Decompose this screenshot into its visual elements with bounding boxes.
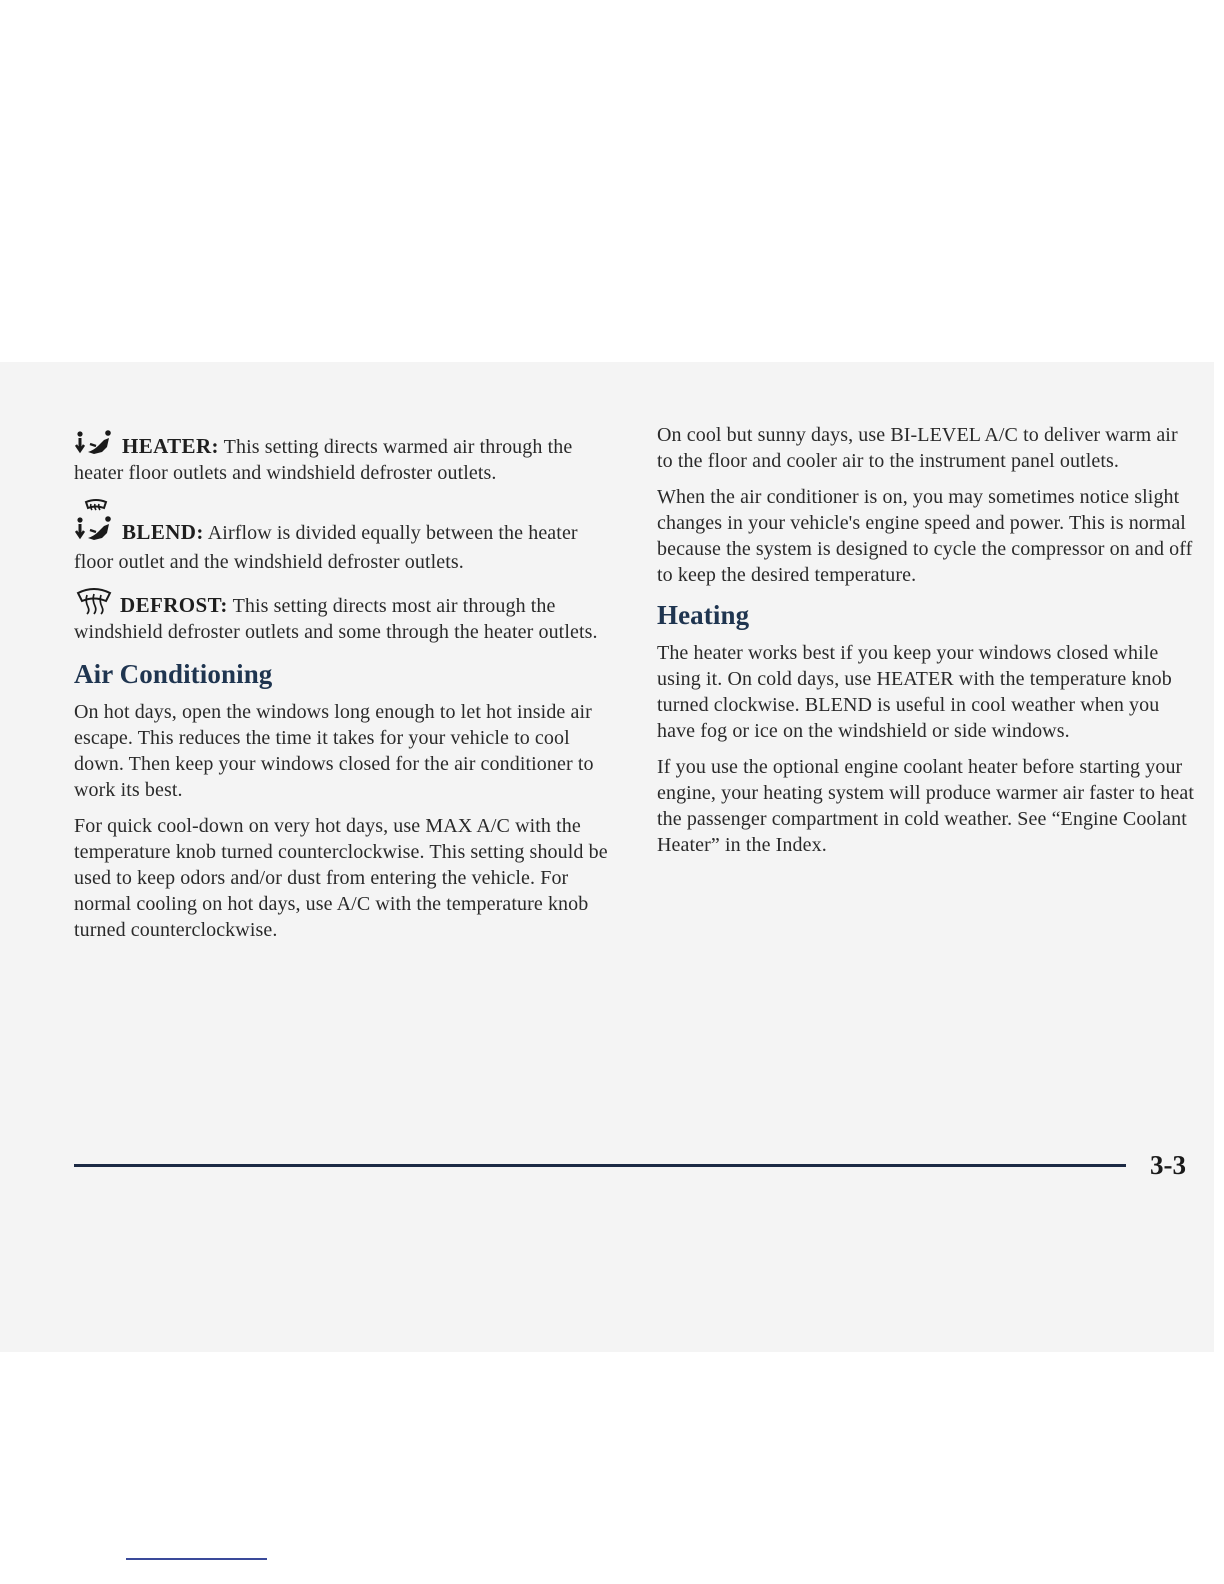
heating-paragraph-1: The heater works best if you keep your windows closed while using it. On cold days, use HEATER with the temperature knob turned clockwise. BLEND is useful in cool weather when you have fog or ice on the windshield or side windows. [657,642,1172,742]
defrost-setting-paragraph [74,587,622,645]
left-column [74,430,622,953]
blend-term: BLEND: [122,520,204,544]
heating-paragraph-2: If you use the optional engine coolant heater before starting your engine, your heating system will produce warmer air faster to heat the passenger compartment in cold weather. See “Engine Coolant Heater” in the Index. [657,756,1194,856]
air-conditioning-heading: Air Conditioning [74,659,273,689]
heater-description: This setting directs warmed air through the heater floor outlets and windshield defroster outlets. [74,436,573,484]
air-conditioning-paragraph-1: On hot days, open the windows long enough to let hot inside air escape. This reduces the time it takes for your vehicle to cool down. Then keep your windows closed for the air conditioner to work its best. [74,701,594,801]
right-column [657,422,1197,868]
blend-description: Airflow is divided equally between the heater floor outlet and the windshield defroster outlets. [74,522,578,573]
defrost-description: This setting directs most air through the windshield defroster outlets and some through the heater outlets. [74,595,598,643]
bi-level-paragraph: On cool but sunny days, use BI-LEVEL A/C to deliver warm air to the floor and cooler air to the instrument panel outlets. [657,424,1178,472]
compressor-paragraph: When the air conditioner is on, you may sometimes notice slight changes in your vehicle's engine speed and power. This is normal because the system is designed to cycle the compressor on and off to keep the desired temperature. [657,486,1193,586]
heating-heading: Heating [657,600,750,630]
heater-term: HEATER: [122,434,219,458]
bottom-link-underline [126,1558,267,1560]
blend-setting-paragraph [74,498,622,575]
blend-defrost-floor-icon [74,498,116,549]
heater-floor-vent-icon [74,430,116,456]
defrost-icon [74,587,114,615]
page-number: 3-3 [1150,1150,1186,1180]
footer-rule [74,1164,1126,1167]
air-conditioning-paragraph-2: For quick cool-down on very hot days, use MAX A/C with the temperature knob turned counterclockwise. This setting should be used to keep odors and/or dust from entering the vehicle. For normal cooling on hot days, use A/C with the temperature knob turned counterclockwise. [74,815,608,941]
defrost-term: DEFROST: [120,593,228,617]
heater-setting-paragraph [74,430,622,486]
